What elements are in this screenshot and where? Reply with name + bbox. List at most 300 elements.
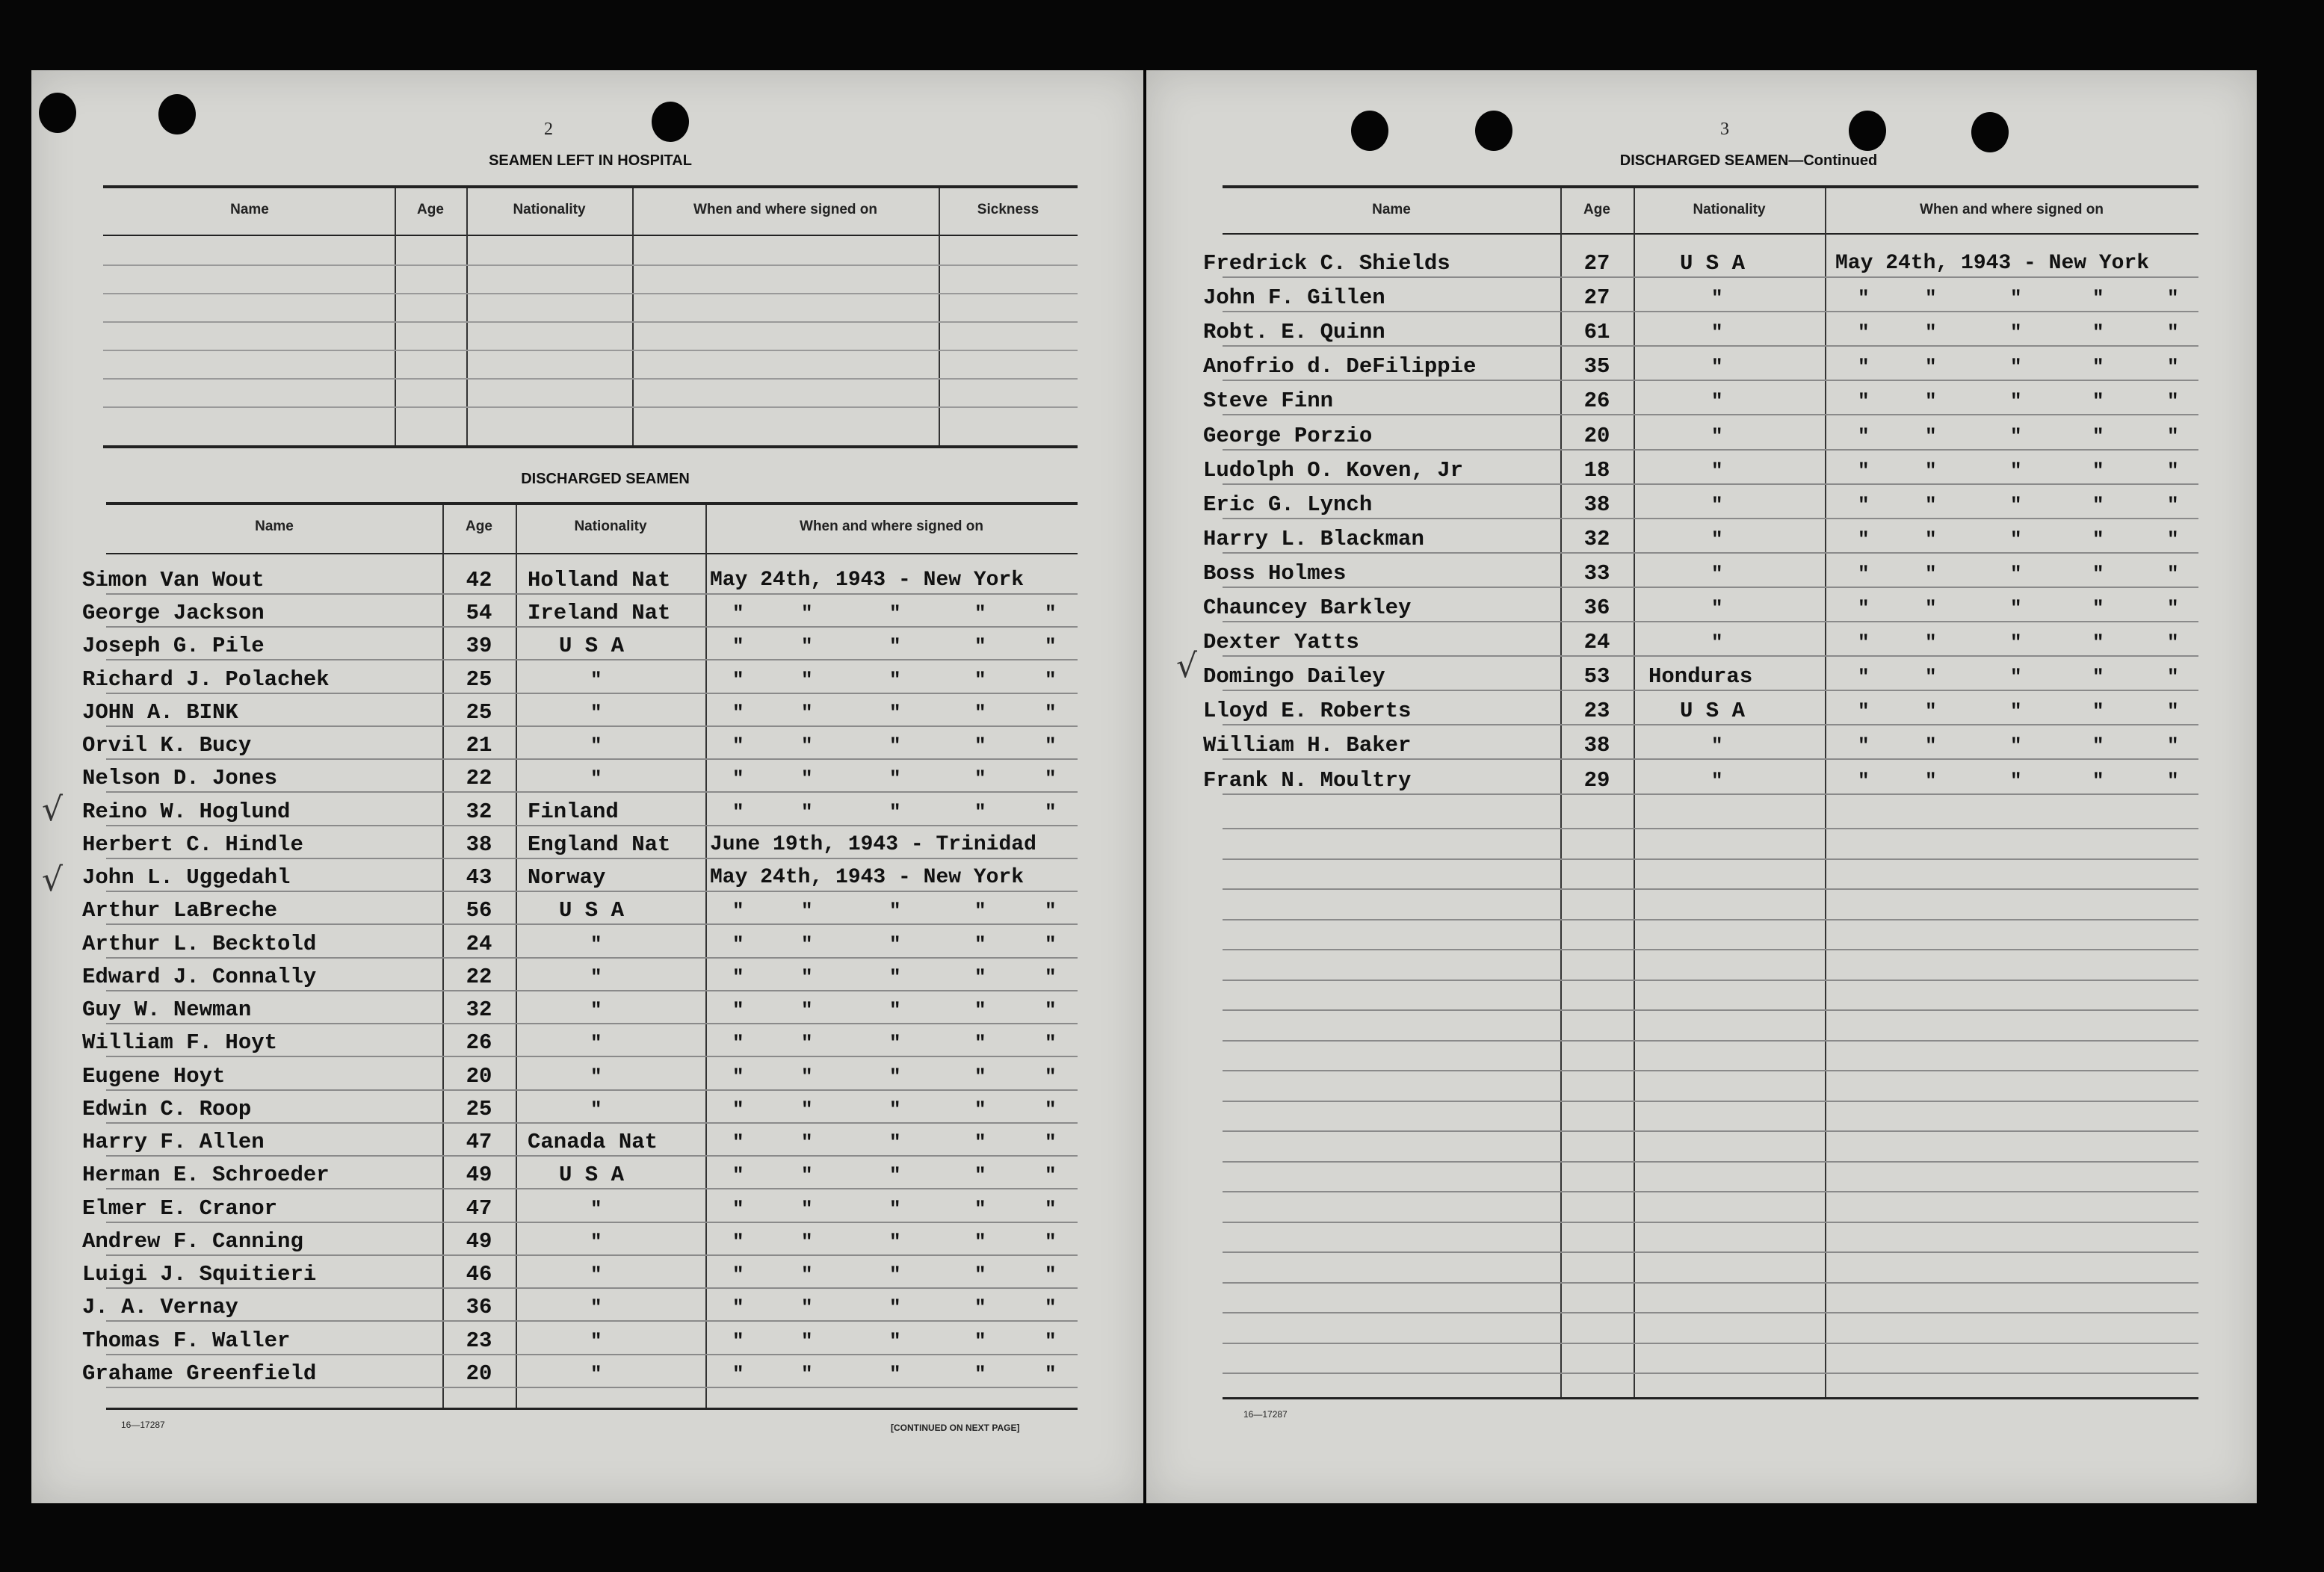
ditto-mark: "	[801, 602, 813, 625]
ditto-mark: "	[1711, 734, 1723, 757]
ditto-mark: "	[1045, 1032, 1057, 1054]
row-line	[1223, 1251, 2198, 1253]
seaman-age: 35	[1583, 354, 1610, 379]
seaman-name: Nelson D. Jones	[82, 766, 278, 790]
ditto-mark: "	[1925, 356, 1937, 378]
ditto-mark: "	[974, 635, 986, 657]
ditto-mark: "	[2092, 631, 2104, 654]
ditto-mark: "	[801, 1330, 813, 1352]
seaman-name: William F. Hoyt	[82, 1030, 278, 1055]
col-divider	[632, 188, 634, 447]
ditto-mark: "	[1925, 390, 1937, 412]
ditto-mark: "	[1045, 602, 1057, 625]
seaman-age: 20	[466, 1361, 492, 1386]
seaman-age: 43	[466, 865, 492, 890]
ditto-mark: "	[1925, 700, 1937, 722]
ditto-mark: "	[2167, 459, 2179, 482]
ditto-mark: "	[801, 1198, 813, 1220]
ditto-mark: "	[889, 1330, 901, 1352]
ditto-mark: "	[2010, 734, 2022, 757]
ditto-mark: "	[590, 1263, 602, 1286]
ditto-mark: "	[2167, 666, 2179, 688]
ditto-mark: "	[2010, 700, 2022, 722]
ditto-mark: "	[1925, 631, 1937, 654]
row-line	[106, 693, 1078, 694]
ditto-mark: "	[974, 900, 986, 922]
row-line	[1223, 1101, 2198, 1102]
ditto-mark: "	[801, 900, 813, 922]
ditto-mark: "	[2092, 390, 2104, 412]
ditto-mark: "	[801, 1065, 813, 1088]
ditto-mark: "	[1925, 459, 1937, 482]
ditto-mark: "	[2010, 528, 2022, 551]
ditto-mark: "	[889, 1296, 901, 1319]
ditto-mark: "	[2167, 734, 2179, 757]
seaman-age: 47	[466, 1130, 492, 1154]
ditto-mark: "	[732, 767, 744, 790]
ditto-mark: "	[1045, 767, 1057, 790]
ditto-mark: "	[2010, 390, 2022, 412]
seaman-age: 23	[1583, 699, 1610, 723]
seaman-age: 26	[466, 1030, 492, 1055]
seaman-age: 25	[466, 700, 492, 725]
ditto-mark: "	[590, 933, 602, 956]
ditto-mark: "	[889, 966, 901, 988]
ditto-mark: "	[1045, 999, 1057, 1021]
row-line	[106, 1354, 1078, 1355]
ditto-mark: "	[801, 1263, 813, 1286]
ditto-mark: "	[1925, 528, 1937, 551]
col-header-name: Name	[1372, 202, 1411, 217]
seaman-age: 49	[466, 1163, 492, 1187]
ditto-mark: "	[2010, 770, 2022, 792]
ditto-mark: "	[1711, 631, 1723, 654]
ditto-mark: "	[2010, 597, 2022, 619]
row-line	[1223, 1343, 2198, 1344]
row-line	[1223, 690, 2198, 691]
seaman-age: 47	[466, 1196, 492, 1221]
ditto-mark: "	[732, 702, 744, 724]
ditto-mark: "	[1711, 425, 1723, 448]
ditto-mark: "	[2092, 425, 2104, 448]
seaman-age: 24	[466, 932, 492, 956]
ditto-mark: "	[2167, 631, 2179, 654]
ditto-mark: "	[732, 1363, 744, 1385]
ditto-mark: "	[732, 1231, 744, 1253]
continued-note: [CONTINUED ON NEXT PAGE]	[891, 1423, 1020, 1433]
ditto-mark: "	[590, 1098, 602, 1121]
seaman-name: Joseph G. Pile	[82, 634, 265, 658]
ditto-mark: "	[590, 1231, 602, 1253]
seaman-name: Frank N. Moultry	[1203, 768, 1412, 793]
seaman-age: 53	[1583, 664, 1610, 689]
ditto-mark: "	[974, 1032, 986, 1054]
ditto-mark: "	[2167, 563, 2179, 585]
ditto-mark: "	[889, 1065, 901, 1088]
ditto-mark: "	[2092, 321, 2104, 344]
row-line	[106, 858, 1078, 859]
ditto-mark: "	[974, 1098, 986, 1121]
seaman-name: Harry L. Blackman	[1203, 527, 1424, 551]
seaman-name: Thomas F. Waller	[82, 1328, 291, 1353]
seaman-age: 27	[1583, 285, 1610, 310]
row-line	[1223, 858, 2198, 860]
seaman-age: 56	[466, 898, 492, 923]
ditto-mark: "	[801, 1131, 813, 1154]
seaman-nationality: Canada Nat	[528, 1130, 658, 1154]
table-bottom-rule	[106, 1408, 1078, 1410]
row-line	[1223, 793, 2198, 795]
page-number: 3	[1720, 120, 1729, 139]
row-line	[1223, 655, 2198, 657]
seaman-name: William H. Baker	[1203, 733, 1412, 758]
ditto-mark: "	[1858, 563, 1870, 585]
ditto-mark: "	[1045, 966, 1057, 988]
row-line	[103, 378, 1078, 380]
row-line	[1223, 1161, 2198, 1163]
ditto-mark: "	[801, 801, 813, 823]
ditto-mark: "	[974, 1065, 986, 1088]
ditto-mark: "	[1045, 734, 1057, 757]
ditto-mark: "	[2010, 494, 2022, 516]
seaman-age: 25	[466, 1097, 492, 1121]
seaman-nationality: Honduras	[1648, 664, 1753, 689]
ditto-mark: "	[1858, 700, 1870, 722]
row-line	[106, 1222, 1078, 1223]
seaman-name: Herbert C. Hindle	[82, 832, 303, 857]
seaman-nationality: England Nat	[528, 832, 671, 857]
ditto-mark: "	[2092, 494, 2104, 516]
row-line	[1223, 414, 2198, 415]
ditto-mark: "	[974, 999, 986, 1021]
ditto-mark: "	[1925, 287, 1937, 309]
seaman-age: 26	[1583, 389, 1610, 413]
seaman-name: Lloyd E. Roberts	[1203, 699, 1412, 723]
ditto-mark: "	[590, 734, 602, 757]
seaman-age: 49	[466, 1229, 492, 1254]
seaman-age: 20	[466, 1064, 492, 1089]
col-divider	[466, 188, 468, 447]
ditto-mark: "	[889, 933, 901, 956]
ditto-mark: "	[2167, 494, 2179, 516]
seaman-name: Andrew F. Canning	[82, 1229, 303, 1254]
ditto-mark: "	[732, 635, 744, 657]
seaman-name: Richard J. Polachek	[82, 667, 330, 692]
row-line	[1223, 1070, 2198, 1071]
ditto-mark: "	[1858, 425, 1870, 448]
ditto-mark: "	[889, 999, 901, 1021]
seaman-nationality: U S A	[1680, 699, 1746, 723]
punch-hole	[1475, 111, 1512, 151]
ditto-mark: "	[2167, 425, 2179, 448]
seaman-nationality: Norway	[528, 865, 606, 890]
ditto-mark: "	[2010, 356, 2022, 378]
row-line	[1223, 518, 2198, 519]
seaman-name: Edwin C. Roop	[82, 1097, 252, 1121]
seaman-age: 38	[1583, 492, 1610, 517]
row-line	[1223, 552, 2198, 554]
ditto-mark: "	[2092, 666, 2104, 688]
ditto-mark: "	[801, 933, 813, 956]
row-line	[1223, 1373, 2198, 1374]
row-line	[106, 659, 1078, 660]
ditto-mark: "	[2092, 563, 2104, 585]
ditto-mark: "	[889, 734, 901, 757]
check-mark-icon: √	[42, 861, 64, 899]
seaman-age: 36	[1583, 595, 1610, 620]
ditto-mark: "	[590, 999, 602, 1021]
seaman-age: 42	[466, 568, 492, 592]
ditto-mark: "	[974, 734, 986, 757]
ditto-mark: "	[889, 801, 901, 823]
ditto-mark: "	[1858, 528, 1870, 551]
seaman-name: Orvil K. Bucy	[82, 733, 252, 758]
seaman-age: 24	[1583, 630, 1610, 655]
ditto-mark: "	[974, 1231, 986, 1253]
seaman-name: Ludolph O. Koven, Jr	[1203, 458, 1464, 483]
ditto-mark: "	[590, 1065, 602, 1088]
ditto-mark: "	[974, 1131, 986, 1154]
seaman-age: 36	[466, 1295, 492, 1319]
seaman-name: Robt. E. Quinn	[1203, 320, 1385, 344]
seaman-name: Harry F. Allen	[82, 1130, 265, 1154]
seaman-nationality: Holland Nat	[528, 568, 671, 592]
ditto-mark: "	[1858, 494, 1870, 516]
ditto-mark: "	[732, 1263, 744, 1286]
ditto-mark: "	[801, 702, 813, 724]
seaman-name: Eric G. Lynch	[1203, 492, 1373, 517]
seaman-age: 54	[466, 601, 492, 625]
ditto-mark: "	[732, 801, 744, 823]
col-header-sickness: Sickness	[977, 202, 1039, 217]
row-line	[106, 990, 1078, 991]
discharged-section-title: DISCHARGED SEAMEN	[521, 471, 690, 487]
seaman-nationality: Ireland Nat	[528, 601, 671, 625]
seaman-age: 61	[1583, 320, 1610, 344]
row-line	[1223, 449, 2198, 451]
row-line	[106, 1089, 1078, 1091]
ditto-mark: "	[732, 1131, 744, 1154]
seaman-name: Herman E. Schroeder	[82, 1163, 330, 1187]
table-bottom-rule	[1223, 1397, 2198, 1399]
table-top-rule	[1223, 185, 2198, 188]
row-line	[106, 1056, 1078, 1057]
check-mark-icon: √	[42, 790, 64, 829]
seaman-age: 32	[1583, 527, 1610, 551]
ditto-mark: "	[1045, 1296, 1057, 1319]
ditto-mark: "	[889, 900, 901, 922]
seaman-name: Guy W. Newman	[82, 997, 252, 1022]
ditto-mark: "	[1711, 287, 1723, 309]
ditto-mark: "	[590, 1363, 602, 1385]
ditto-mark: "	[590, 966, 602, 988]
ditto-mark: "	[2010, 321, 2022, 344]
ditto-mark: "	[889, 767, 901, 790]
seaman-name: Chauncey Barkley	[1203, 595, 1412, 620]
row-line	[106, 957, 1078, 959]
ditto-mark: "	[889, 1098, 901, 1121]
seaman-age: 38	[1583, 733, 1610, 758]
row-line	[106, 725, 1078, 727]
ditto-mark: "	[590, 767, 602, 790]
ditto-mark: "	[801, 999, 813, 1021]
ditto-mark: "	[1045, 1330, 1057, 1352]
row-line	[1223, 919, 2198, 920]
ditto-mark: "	[732, 933, 744, 956]
row-line	[1223, 1009, 2198, 1011]
row-line	[103, 321, 1078, 323]
ditto-mark: "	[1858, 597, 1870, 619]
row-line	[1223, 724, 2198, 725]
row-line	[106, 825, 1078, 826]
seaman-age: 29	[1583, 768, 1610, 793]
ditto-mark: "	[1925, 563, 1937, 585]
hospital-section-title: SEAMEN LEFT IN HOSPITAL	[489, 152, 692, 169]
punch-hole	[158, 94, 196, 134]
row-line	[1223, 758, 2198, 760]
ditto-mark: "	[801, 966, 813, 988]
row-line	[1223, 1312, 2198, 1313]
ditto-mark: "	[1045, 1263, 1057, 1286]
row-line	[106, 791, 1078, 793]
ditto-mark: "	[974, 1296, 986, 1319]
ditto-mark: "	[801, 734, 813, 757]
seaman-nationality: U S A	[559, 898, 625, 923]
ditto-mark: "	[1045, 933, 1057, 956]
seaman-name: Domingo Dailey	[1203, 664, 1385, 689]
row-line	[1223, 1130, 2198, 1132]
row-line	[106, 891, 1078, 892]
col-header-age: Age	[417, 202, 444, 217]
ditto-mark: "	[974, 801, 986, 823]
ditto-mark: "	[1045, 635, 1057, 657]
ditto-mark: "	[1858, 356, 1870, 378]
seaman-age: 25	[466, 667, 492, 692]
row-line	[1223, 345, 2198, 347]
row-line	[106, 1023, 1078, 1024]
row-line	[1223, 621, 2198, 622]
seaman-nationality: U S A	[1680, 251, 1746, 276]
ditto-mark: "	[2010, 459, 2022, 482]
ditto-mark: "	[2010, 425, 2022, 448]
row-line	[1223, 311, 2198, 312]
ditto-mark: "	[1858, 390, 1870, 412]
signed-on: May 24th, 1943 - New York	[710, 866, 1025, 889]
seaman-name: Eugene Hoyt	[82, 1064, 226, 1089]
ditto-mark: "	[1858, 734, 1870, 757]
ditto-mark: "	[2092, 459, 2104, 482]
ditto-mark: "	[889, 702, 901, 724]
ditto-mark: "	[1858, 459, 1870, 482]
form-number: 16—17287	[1243, 1409, 1288, 1420]
col-header-name: Name	[230, 202, 269, 217]
row-line	[106, 1387, 1078, 1388]
seaman-name: Boss Holmes	[1203, 561, 1347, 586]
ditto-mark: "	[1045, 1164, 1057, 1186]
seaman-age: 22	[466, 766, 492, 790]
seaman-nationality: U S A	[559, 1163, 625, 1187]
ditto-mark: "	[732, 1164, 744, 1186]
ditto-mark: "	[732, 999, 744, 1021]
ditto-mark: "	[1711, 597, 1723, 619]
col-header-age: Age	[1583, 202, 1610, 217]
ditto-mark: "	[732, 1330, 744, 1352]
ditto-mark: "	[2092, 287, 2104, 309]
col-header-name: Name	[255, 519, 294, 534]
ditto-mark: "	[1045, 669, 1057, 691]
ditto-mark: "	[1045, 1131, 1057, 1154]
seaman-age: 18	[1583, 458, 1610, 483]
col-header-nationality: Nationality	[574, 519, 647, 534]
ditto-mark: "	[732, 1065, 744, 1088]
row-line	[1223, 1222, 2198, 1223]
seaman-name: JOHN A. BINK	[82, 700, 238, 725]
ditto-mark: "	[1045, 1198, 1057, 1220]
seaman-name: Reino W. Hoglund	[82, 799, 291, 824]
ditto-mark: "	[889, 1231, 901, 1253]
ditto-mark: "	[1711, 356, 1723, 378]
ditto-mark: "	[590, 1198, 602, 1220]
header-rule	[103, 235, 1078, 236]
row-line	[106, 758, 1078, 760]
ditto-mark: "	[801, 1164, 813, 1186]
seaman-nationality: Finland	[528, 799, 619, 824]
row-line	[106, 923, 1078, 925]
ditto-mark: "	[732, 669, 744, 691]
ditto-mark: "	[974, 1164, 986, 1186]
seaman-age: 38	[466, 832, 492, 857]
ditto-mark: "	[732, 1098, 744, 1121]
ditto-mark: "	[2092, 734, 2104, 757]
discharged-continued-title: DISCHARGED SEAMEN—Continued	[1619, 152, 1878, 169]
col-divider	[395, 188, 396, 447]
ditto-mark: "	[1711, 528, 1723, 551]
ditto-mark: "	[974, 602, 986, 625]
col-header-signed-on: When and where signed on	[1920, 202, 2104, 217]
ditto-mark: "	[1045, 900, 1057, 922]
ditto-mark: "	[1925, 734, 1937, 757]
row-line	[106, 1155, 1078, 1157]
ditto-mark: "	[2167, 356, 2179, 378]
col-header-age: Age	[466, 519, 492, 534]
seaman-age: 32	[466, 799, 492, 824]
seaman-nationality: U S A	[559, 634, 625, 658]
row-line	[1223, 888, 2198, 890]
ditto-mark: "	[889, 1164, 901, 1186]
ditto-mark: "	[590, 1032, 602, 1054]
col-header-signed-on: When and where signed on	[800, 519, 983, 534]
row-line	[106, 1122, 1078, 1124]
ditto-mark: "	[974, 702, 986, 724]
seaman-name: Luigi J. Squitieri	[82, 1262, 317, 1287]
row-line	[1223, 828, 2198, 829]
row-line	[103, 350, 1078, 351]
ditto-mark: "	[1045, 1363, 1057, 1385]
ditto-mark: "	[974, 1263, 986, 1286]
ditto-mark: "	[2010, 666, 2022, 688]
punch-hole	[1351, 111, 1388, 151]
col-header-nationality: Nationality	[1693, 202, 1766, 217]
ditto-mark: "	[1711, 770, 1723, 792]
ditto-mark: "	[1858, 321, 1870, 344]
ditto-mark: "	[974, 933, 986, 956]
col-divider	[939, 188, 940, 447]
punch-hole	[1849, 111, 1886, 151]
ditto-mark: "	[732, 1032, 744, 1054]
ditto-mark: "	[2167, 528, 2179, 551]
row-line	[106, 1287, 1078, 1289]
ditto-mark: "	[889, 635, 901, 657]
